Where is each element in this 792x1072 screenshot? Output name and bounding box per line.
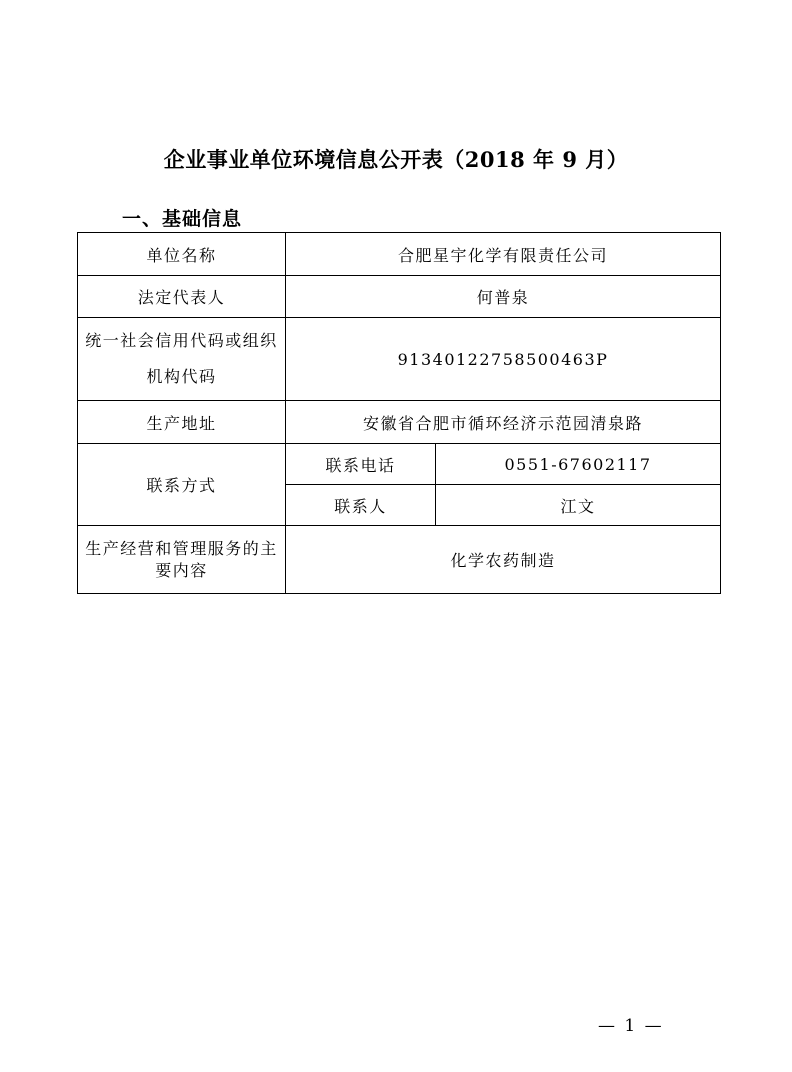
business-label: 生产经营和管理服务的主要内容 [78, 526, 286, 594]
table-row [78, 401, 721, 444]
address-value: 安徽省合肥市循环经济示范园清泉路 [286, 401, 721, 444]
contact-person-value: 江文 [436, 485, 721, 526]
basic-info-table [77, 232, 721, 594]
table-row [78, 526, 721, 594]
business-value: 化学农药制造 [286, 526, 721, 594]
credit-code-value: 91340122758500463P [286, 318, 721, 401]
legal-rep-label: 法定代表人 [78, 276, 286, 318]
table-row [78, 318, 721, 401]
table-row [78, 233, 721, 276]
table-row [78, 444, 721, 485]
page-number: — 1 — [598, 1016, 664, 1036]
contact-label: 联系方式 [78, 444, 286, 526]
phone-label: 联系电话 [286, 444, 436, 485]
section-heading: 一、基础信息 [122, 208, 243, 230]
document-title: 企业事业单位环境信息公开表（2018 年 9 月） [163, 147, 629, 172]
contact-person-label: 联系人 [286, 485, 436, 526]
unit-name-label: 单位名称 [78, 233, 286, 276]
credit-code-label: 统一社会信用代码或组织机构代码 [78, 318, 286, 401]
address-label: 生产地址 [78, 401, 286, 444]
phone-value: 0551-67602117 [436, 444, 721, 485]
table-row [78, 276, 721, 318]
legal-rep-value: 何普泉 [286, 276, 721, 318]
unit-name-value: 合肥星宇化学有限责任公司 [286, 233, 721, 276]
